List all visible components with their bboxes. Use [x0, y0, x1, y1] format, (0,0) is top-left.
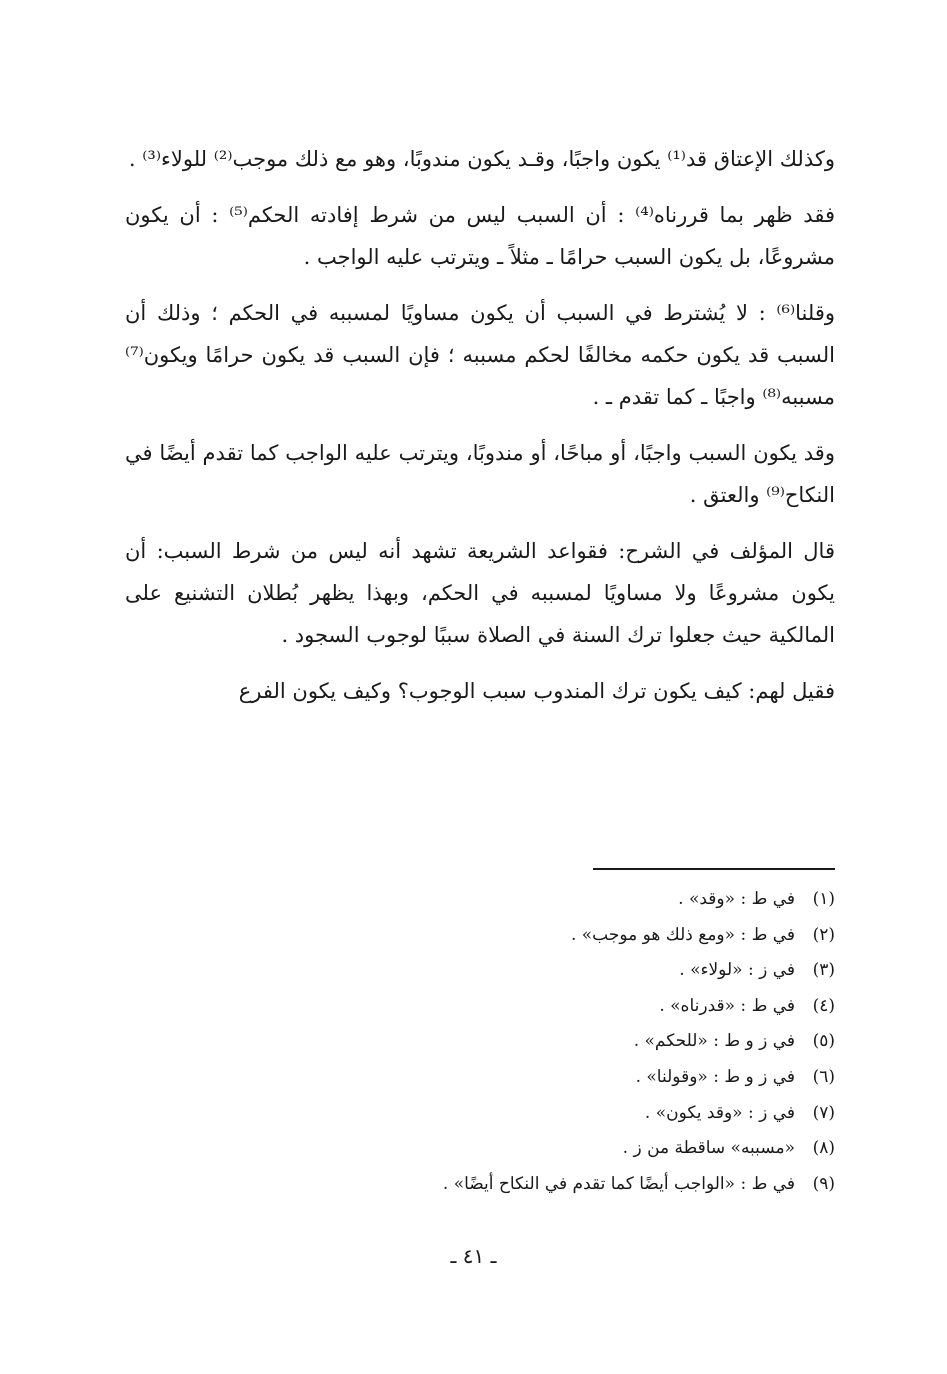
footnote-item [125, 1060, 835, 1096]
footnote-item [125, 1096, 835, 1132]
footnote-text: في ز : «لولاء» . [679, 960, 795, 981]
paragraph-5: قال المؤلف في الشرح: فقواعد الشريعة تشهد أنه ليس من شرط السبب: أن يكون مشروعًا ولا مساويًا لمسببه في الحكم، وبهذا يظهر بُطلان التشنيع على المالكية حيث جعلوا ترك السنة في الصلاة سببًا لوجوب السجود . [125, 539, 835, 647]
footnote-number: (٦) [812, 1066, 835, 1087]
footnote-item [125, 989, 835, 1025]
footnote-number: (٨) [812, 1138, 835, 1159]
footnote-text: في ز : «وقد يكون» . [644, 1102, 795, 1123]
footnote-item [125, 1024, 835, 1060]
paragraph-6: فقيل لهم: كيف يكون ترك المندوب سبب الوجوب؟ وكيف يكون الفرع [238, 679, 835, 703]
footnote-divider [593, 868, 835, 870]
footnote-text: في ط : «وقد» . [678, 889, 795, 909]
footnote-text: «مسببه» ساقطة من ز . [622, 1138, 795, 1159]
footnote-item [125, 1167, 835, 1203]
page-number: ـ ٤١ ـ [450, 1244, 497, 1268]
footnote-number: (٧) [812, 1102, 835, 1123]
footnote-number: (٥) [812, 1031, 835, 1052]
paragraph-4: وقد يكون السبب واجبًا، أو مباحًا، أو مندوبًا، ويترتب عليه الواجب كما تقدم أيضًا في النكاح⁽⁹⁾ والعتق . [125, 441, 835, 507]
footnote-item [125, 882, 835, 918]
footnote-item [125, 1131, 835, 1167]
footnote-number: (٤) [812, 995, 835, 1016]
paragraph-3: وقلنا⁽⁶⁾ : لا يُشترط في السبب أن يكون مساويًا لمسببه في الحكم ؛ وذلك أن السبب قد يكون حكمه مخالفًا لحكم مسببه ؛ فإن السبب قد يكون حرامًا ويكون⁽⁷⁾ مسببه⁽⁸⁾ واجبًا ـ كما تقدم ـ . [125, 301, 835, 409]
footnote-text: في ط : «الواجب أيضًا كما تقدم في النكاح أيضًا» . [442, 1173, 795, 1194]
main-text [125, 138, 835, 712]
paragraph-1: وكذلك الإعتاق قد⁽¹⁾ يكون واجبًا، وقـد يكون مندوبًا، وهو مع ذلك موجب⁽²⁾ للولاء⁽³⁾ . [128, 147, 835, 171]
footnote-number: (٩) [812, 1173, 835, 1194]
footnote-text: في ط : «ومع ذلك هو موجب» . [570, 924, 795, 945]
footnotes-list [125, 882, 835, 1202]
footnote-text: في ز و ط : «للحكم» . [633, 1031, 795, 1052]
footnote-number: (٢) [812, 924, 835, 945]
footnote-text: في ط : «قدرناه» . [659, 995, 795, 1016]
footnote-item [125, 918, 835, 954]
footnote-text: في ز و ط : «وقولنا» . [635, 1066, 795, 1087]
footnote-number: (٣) [812, 960, 835, 981]
footnote-item [125, 953, 835, 989]
paragraph-2: فقد ظهر بما قررناه⁽⁴⁾ : أن السبب ليس من شرط إفادته الحكم⁽⁵⁾ : أن يكون مشروعًا، بل يكون السبب حرامًا ـ مثلاً ـ ويترتب عليه الواجب . [125, 203, 835, 269]
footnote-number: (١) [812, 889, 835, 909]
